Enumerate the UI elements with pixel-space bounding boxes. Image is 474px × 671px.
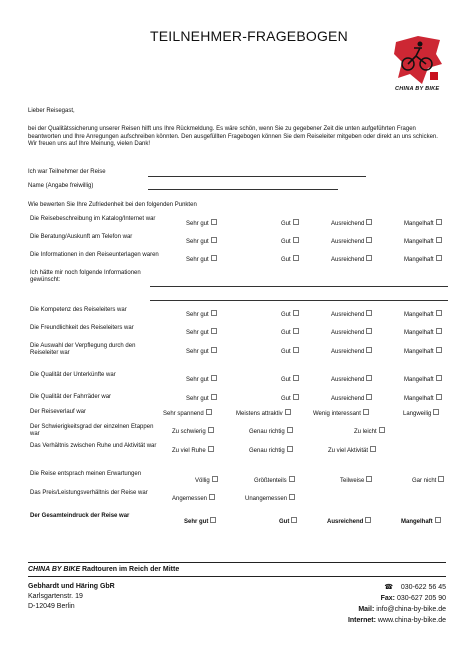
option-sehr-gut[interactable]: Sehr gut <box>186 310 217 319</box>
option-zu-viel-ruhe[interactable]: Zu viel Ruhe <box>172 446 214 455</box>
greeting: Lieber Reisegast, <box>28 108 75 114</box>
footer-brand: CHINA BY BIKE <box>28 566 81 573</box>
option-mangelhaft[interactable]: Mangelhaft <box>404 375 442 384</box>
trip-label: Ich war Teilnehmer der Reise <box>28 169 106 175</box>
option-sehr-gut[interactable]: Sehr gut <box>186 375 217 384</box>
option-ausreichend[interactable]: Ausreichend <box>331 310 372 319</box>
missing-info-line-2[interactable] <box>150 300 448 301</box>
row-label: Die Kompetenz des Reiseleiters war <box>30 307 127 313</box>
option-gut[interactable]: Gut <box>281 219 299 228</box>
option-zu-schwierig[interactable]: Zu schwierig <box>172 427 214 436</box>
option-mangelhaft[interactable]: Mangelhaft <box>404 328 442 337</box>
option-sehr-gut[interactable]: Sehr gut <box>186 347 217 356</box>
page-title: TEILNEHMER-FRAGEBOGEN <box>150 28 348 44</box>
logo-text: CHINA BY BIKE <box>395 86 440 92</box>
option-gut[interactable]: Gut <box>281 255 299 264</box>
option-zu-viel-aktivitaet[interactable]: Zu viel Aktivität <box>328 446 376 455</box>
row-label: Die Beratung/Auskunft am Telefon war <box>30 234 133 240</box>
option-unangemessen[interactable]: Unangemessen <box>245 494 295 503</box>
internet-label: Internet: <box>347 617 376 624</box>
mail-link[interactable]: info@china-by-bike.de <box>376 606 446 613</box>
option-ausreichend[interactable]: Ausreichend <box>331 375 372 384</box>
option-genau-richtig[interactable]: Genau richtig <box>249 446 293 455</box>
footer-tagline: Radtouren im Reich der Mitte <box>82 566 180 573</box>
option-gut[interactable]: Gut <box>281 375 299 384</box>
trip-input-line[interactable] <box>148 176 366 177</box>
row-label: Die Reise entsprach meinen Erwartungen <box>30 471 142 477</box>
option-sehr-gut[interactable]: Sehr gut <box>186 328 217 337</box>
fax-label: Fax <box>380 595 393 602</box>
option-teilweise[interactable]: Teilweise <box>340 476 372 485</box>
fax-number: 030-627 205 90 <box>396 595 446 602</box>
option-gut[interactable]: Gut <box>281 328 299 337</box>
option-gut[interactable]: Gut <box>279 517 297 526</box>
name-label: Name (Angabe freiwillig) <box>28 183 94 189</box>
option-langweilig[interactable]: Langweilig <box>403 409 439 418</box>
contact-block: ☎ 030-622 56 45 Fax: 030-627 205 90 Mail: info@china-by-bike.de Internet: www.china-by-bike.de <box>347 584 446 624</box>
china-by-bike-logo <box>392 34 444 88</box>
missing-info-line-1[interactable] <box>150 286 448 287</box>
option-mangelhaft[interactable]: Mangelhaft <box>401 517 441 526</box>
row-label: Die Reisebeschreibung im Katalog/Internet war <box>30 216 156 222</box>
option-sehr-gut[interactable]: Sehr gut <box>186 219 217 228</box>
option-mangelhaft[interactable]: Mangelhaft <box>404 237 442 246</box>
company-block <box>28 582 115 612</box>
option-mangelhaft[interactable]: Mangelhaft <box>404 255 442 264</box>
option-ausreichend[interactable]: Ausreichend <box>331 347 372 356</box>
option-sehr-spannend[interactable]: Sehr spannend <box>163 409 212 418</box>
option-mangelhaft[interactable]: Mangelhaft <box>404 394 442 403</box>
internet-link[interactable]: www.china-by-bike.de <box>377 617 446 624</box>
option-ausreichend[interactable]: Ausreichend <box>331 394 372 403</box>
rating-intro: Wie bewerten Sie Ihre Zufriedenheit bei den folgenden Punkten <box>28 202 197 208</box>
name-input-line[interactable] <box>148 189 338 190</box>
option-gut[interactable]: Gut <box>281 394 299 403</box>
option-wenig-interessant[interactable]: Wenig interessant <box>313 409 369 418</box>
option-ausreichend[interactable]: Ausreichend <box>327 517 371 526</box>
company-street: Karlsgartenstr. 19 <box>28 593 83 600</box>
option-ausreichend[interactable]: Ausreichend <box>331 237 372 246</box>
option-voellig[interactable]: Völlig <box>195 476 218 485</box>
row-label: Das Verhältnis zwischen Ruhe und Aktivität war <box>30 443 157 449</box>
footer-divider-top <box>28 562 446 563</box>
footer-divider-bottom <box>28 576 446 577</box>
option-gut[interactable]: Gut <box>281 310 299 319</box>
row-label: Die Informationen in den Reiseunterlagen waren <box>30 252 159 258</box>
row-label: Der Schwierigkeitsgrad der einzelnen Etappen war <box>30 424 154 437</box>
option-mangelhaft[interactable]: Mangelhaft <box>404 310 442 319</box>
row-label: Der Reiseverlauf war <box>30 409 87 415</box>
phone-number: 030-622 56 45 <box>400 584 446 591</box>
row-label: Das Preis/Leistungsverhältnis der Reise war <box>30 490 148 496</box>
option-zu-leicht[interactable]: Zu leicht <box>354 427 385 436</box>
option-genau-richtig[interactable]: Genau richtig <box>249 427 293 436</box>
company-name: Gebhardt und Häring GbR <box>28 583 115 590</box>
row-label: Die Qualität der Fahrräder war <box>30 394 112 400</box>
missing-info-label: Ich hätte mir noch folgende Informationen gewünscht: <box>30 270 141 283</box>
option-sehr-gut[interactable]: Sehr gut <box>184 517 216 526</box>
phone-icon: ☎ <box>384 584 394 591</box>
option-mangelhaft[interactable]: Mangelhaft <box>404 347 442 356</box>
option-ausreichend[interactable]: Ausreichend <box>331 219 372 228</box>
option-gut[interactable]: Gut <box>281 237 299 246</box>
option-ausreichend[interactable]: Ausreichend <box>331 328 372 337</box>
row-label: Die Auswahl der Verpflegung durch den Reiseleiter war <box>30 343 136 356</box>
option-meistens-attraktiv[interactable]: Meistens attraktiv <box>236 409 291 418</box>
row-label: Die Qualität der Unterkünfte war <box>30 372 116 378</box>
option-groesstenteils[interactable]: Größtenteils <box>254 476 295 485</box>
company-city: D-12049 Berlin <box>28 603 75 610</box>
row-label: Die Freundlichkeit des Reiseleiters war <box>30 325 134 331</box>
mail-label: Mail: <box>358 606 375 613</box>
option-gar-nicht[interactable]: Gar nicht <box>412 476 444 485</box>
option-sehr-gut[interactable]: Sehr gut <box>186 255 217 264</box>
option-sehr-gut[interactable]: Sehr gut <box>186 394 217 403</box>
intro-text: bei der Qualitätssicherung unserer Reisen hilft uns Ihre Rückmeldung. Es wäre schön, wenn Sie zu gegebener Zeit die unten aufgeführten Fragen beantworten und Ihre Anregungen aufschreiben könnten. Den ausgefüllten Fragebogen können Sie dem Reiseleiter mitgeben oder direkt an uns schicken. Wir freuen uns auf Ihre Meinung, vielen Dank! <box>28 126 438 147</box>
option-gut[interactable]: Gut <box>281 347 299 356</box>
option-mangelhaft[interactable]: Mangelhaft <box>404 219 442 228</box>
option-sehr-gut[interactable]: Sehr gut <box>186 237 217 246</box>
option-ausreichend[interactable]: Ausreichend <box>331 255 372 264</box>
overall-label: Der Gesamteindruck der Reise war <box>30 513 130 519</box>
option-angemessen[interactable]: Angemessen <box>172 494 215 503</box>
